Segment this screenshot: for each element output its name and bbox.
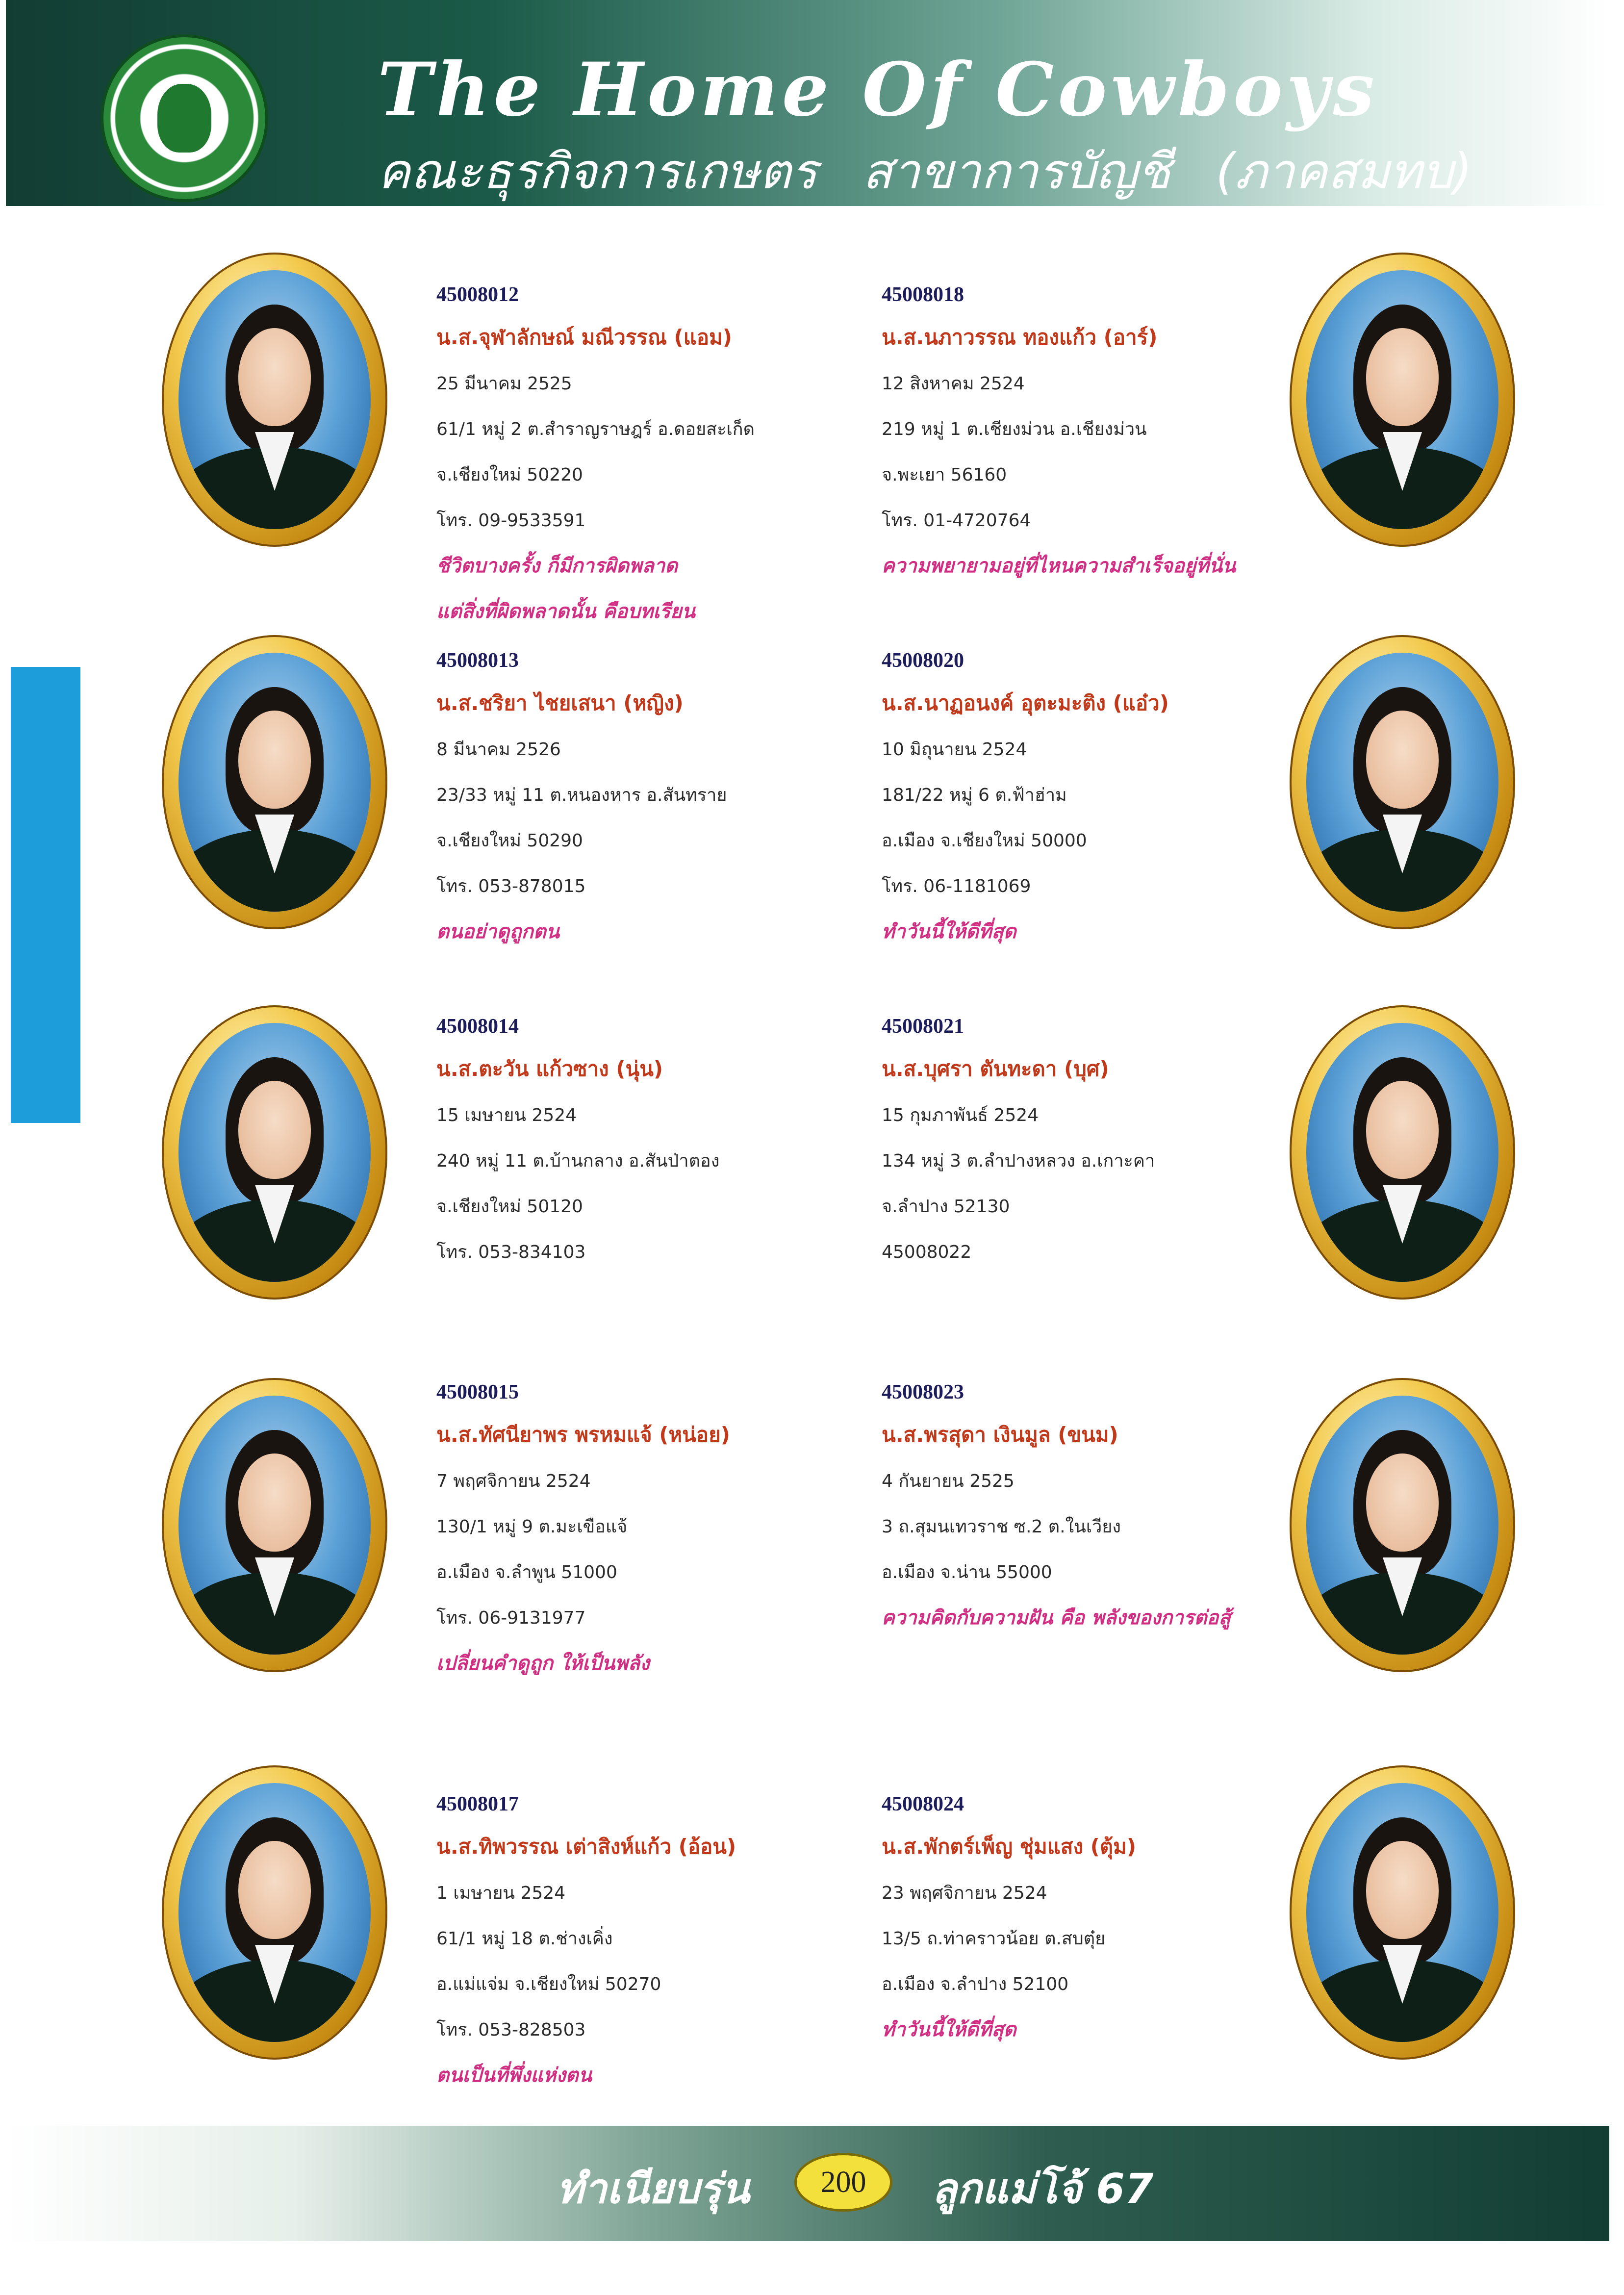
student-province: อ.แม่แจ่ม จ.เชียงใหม่ 50270 xyxy=(436,1974,661,1994)
student-province: อ.เมือง จ.น่าน 55000 xyxy=(882,1562,1052,1582)
student-motto: ชีวิตบางครั้ง ก็มีการผิดพลาด xyxy=(436,555,678,577)
student-address: 219 หมู่ 1 ต.เชียงม่วน อ.เชียงม่วน xyxy=(882,419,1147,439)
student-name: น.ส.ชริยา ไชยเสนา (หญิง) xyxy=(436,691,684,715)
footer-class-label: ลูกแม่โจ้ 67 xyxy=(932,2165,1154,2213)
student-portrait xyxy=(162,1765,387,2060)
student-birthdate: 8 มีนาคม 2526 xyxy=(436,740,561,760)
student-motto: เปลี่ยนคำดูถูก ให้เป็นพลัง xyxy=(436,1652,650,1675)
student-id: 45008014 xyxy=(436,1015,519,1038)
student-id: 45008018 xyxy=(882,283,964,306)
student-entry xyxy=(436,641,868,955)
student-motto: ทำวันนี้ให้ดีที่สุด xyxy=(882,920,1016,943)
student-province: อ.เมือง จ.ลำพูน 51000 xyxy=(436,1562,617,1582)
student-entry xyxy=(882,276,1313,589)
student-name: น.ส.ตะวัน แก้วซาง (นุ่น) xyxy=(436,1057,663,1081)
student-id: 45008020 xyxy=(882,649,964,672)
student-address: 181/22 หมู่ 6 ต.ฟ้าฮ่าม xyxy=(882,785,1067,805)
student-motto: ทำวันนี้ให้ดีที่สุด xyxy=(882,2018,1016,2041)
student-entry xyxy=(436,1785,868,2098)
student-phone: โทร. 053-834103 xyxy=(436,1242,586,1262)
student-id: 45008017 xyxy=(436,1793,519,1815)
student-id: 45008021 xyxy=(882,1015,964,1038)
student-phone: โทร. 06-9131977 xyxy=(436,1608,586,1628)
student-birthdate: 15 เมษายน 2524 xyxy=(436,1105,577,1125)
page-subtitle: คณะธุรกิจการเกษตร สาขาการบัญชี (ภาคสมทบ) xyxy=(378,143,1472,200)
student-province: จ.เชียงใหม่ 50220 xyxy=(436,465,583,485)
student-province: จ.ลำปาง 52130 xyxy=(882,1197,1010,1217)
student-portrait xyxy=(162,253,387,547)
student-entry xyxy=(436,1373,868,1686)
student-birthdate: 4 กันยายน 2525 xyxy=(882,1471,1015,1491)
page-title: The Home Of Cowboys xyxy=(378,47,1378,133)
student-birthdate: 1 เมษายน 2524 xyxy=(436,1883,566,1903)
student-extra-line: 45008022 xyxy=(882,1242,972,1262)
student-province: จ.พะเยา 56160 xyxy=(882,465,1007,485)
student-phone: โทร. 06-1181069 xyxy=(882,876,1031,896)
student-address: 13/5 ถ.ท่าคราวน้อย ต.สบตุ๋ย xyxy=(882,1929,1106,1949)
student-phone: โทร. 053-878015 xyxy=(436,876,586,896)
student-portrait xyxy=(1290,635,1515,929)
student-portrait xyxy=(1290,1378,1515,1672)
student-entry xyxy=(436,276,868,635)
student-name: น.ส.จุฬาลักษณ์ มณีวรรณ (แอม) xyxy=(436,325,732,349)
student-birthdate: 7 พฤศจิกายน 2524 xyxy=(436,1471,591,1491)
student-portrait xyxy=(162,1378,387,1672)
student-id: 45008024 xyxy=(882,1793,964,1815)
student-province: อ.เมือง จ.ลำปาง 52100 xyxy=(882,1974,1069,1994)
student-entry xyxy=(882,1373,1313,1641)
student-entry xyxy=(436,1007,868,1275)
student-address: 240 หมู่ 11 ต.บ้านกลาง อ.สันป่าตอง xyxy=(436,1151,720,1171)
student-id: 45008012 xyxy=(436,283,519,306)
student-portrait xyxy=(1290,1765,1515,2060)
student-province: จ.เชียงใหม่ 50290 xyxy=(436,831,583,851)
student-birthdate: 23 พฤศจิกายน 2524 xyxy=(882,1883,1047,1903)
student-motto: ตนเป็นที่พึ่งแห่งตน xyxy=(436,2064,592,2087)
student-name: น.ส.พักตร์เพ็ญ ชุ่มแสง (ตุ้ม) xyxy=(882,1835,1137,1859)
student-motto: ตนอย่าดูถูกตน xyxy=(436,920,559,943)
student-address: 3 ถ.สุมนเทวราช ซ.2 ต.ในเวียง xyxy=(882,1517,1121,1537)
student-motto: ความคิดกับความฝัน คือ พลังของการต่อสู้ xyxy=(882,1606,1231,1629)
student-phone: โทร. 09-9533591 xyxy=(436,510,586,531)
logo-emblem-icon xyxy=(157,84,211,153)
student-birthdate: 25 มีนาคม 2525 xyxy=(436,374,572,394)
student-address: 61/1 หมู่ 18 ต.ช่างเคิ่ง xyxy=(436,1929,613,1949)
student-id: 45008015 xyxy=(436,1381,519,1403)
page-number: 200 xyxy=(794,2153,892,2212)
student-address: 130/1 หมู่ 9 ต.มะเขือแจ้ xyxy=(436,1517,628,1537)
student-entry xyxy=(882,641,1313,955)
student-address: 61/1 หมู่ 2 ต.สำราญราษฎร์ อ.ดอยสะเก็ด xyxy=(436,419,755,439)
student-portrait xyxy=(1290,1005,1515,1300)
student-address: 134 หมู่ 3 ต.ลำปางหลวง อ.เกาะคา xyxy=(882,1151,1155,1171)
student-phone: โทร. 053-828503 xyxy=(436,2020,586,2040)
footer-yearbook-label: ทำเนียบรุ่น xyxy=(557,2165,750,2213)
student-province: จ.เชียงใหม่ 50120 xyxy=(436,1197,583,1217)
student-id: 45008013 xyxy=(436,649,519,672)
student-portrait xyxy=(1290,253,1515,547)
student-name: น.ส.ทิพวรรณ เต่าสิงห์แก้ว (อ้อน) xyxy=(436,1835,736,1859)
student-name: น.ส.บุศรา ตันทะดา (บุศ) xyxy=(882,1057,1109,1081)
student-birthdate: 15 กุมภาพันธ์ 2524 xyxy=(882,1105,1039,1125)
student-motto: ความพยายามอยู่ที่ไหนความสำเร็จอยู่ที่นั่น xyxy=(882,555,1236,577)
student-portrait xyxy=(162,635,387,929)
student-name: น.ส.พรสุดา เงินมูล (ขนม) xyxy=(882,1423,1118,1447)
student-portrait xyxy=(162,1005,387,1300)
student-address: 23/33 หมู่ 11 ต.หนองหาร อ.สันทราย xyxy=(436,785,727,805)
side-accent-bar xyxy=(11,667,80,1123)
student-entry xyxy=(882,1007,1313,1275)
student-name: น.ส.นาฏอนงค์ อุตะมะติง (แอ๋ว) xyxy=(882,691,1169,715)
student-birthdate: 12 สิงหาคม 2524 xyxy=(882,374,1025,394)
student-id: 45008023 xyxy=(882,1381,964,1403)
student-name: น.ส.นภาวรรณ ทองแก้ว (อาร์) xyxy=(882,325,1158,349)
student-birthdate: 10 มิถุนายน 2524 xyxy=(882,740,1027,760)
student-motto: แต่สิ่งที่ผิดพลาดนั้น คือบทเรียน xyxy=(436,600,695,623)
student-phone: โทร. 01-4720764 xyxy=(882,510,1031,531)
student-name: น.ส.ทัศนียาพร พรหมแจ้ (หน่อย) xyxy=(436,1423,730,1447)
student-province: อ.เมือง จ.เชียงใหม่ 50000 xyxy=(882,831,1087,851)
university-logo-icon xyxy=(101,34,268,202)
student-entry xyxy=(882,1785,1313,2053)
